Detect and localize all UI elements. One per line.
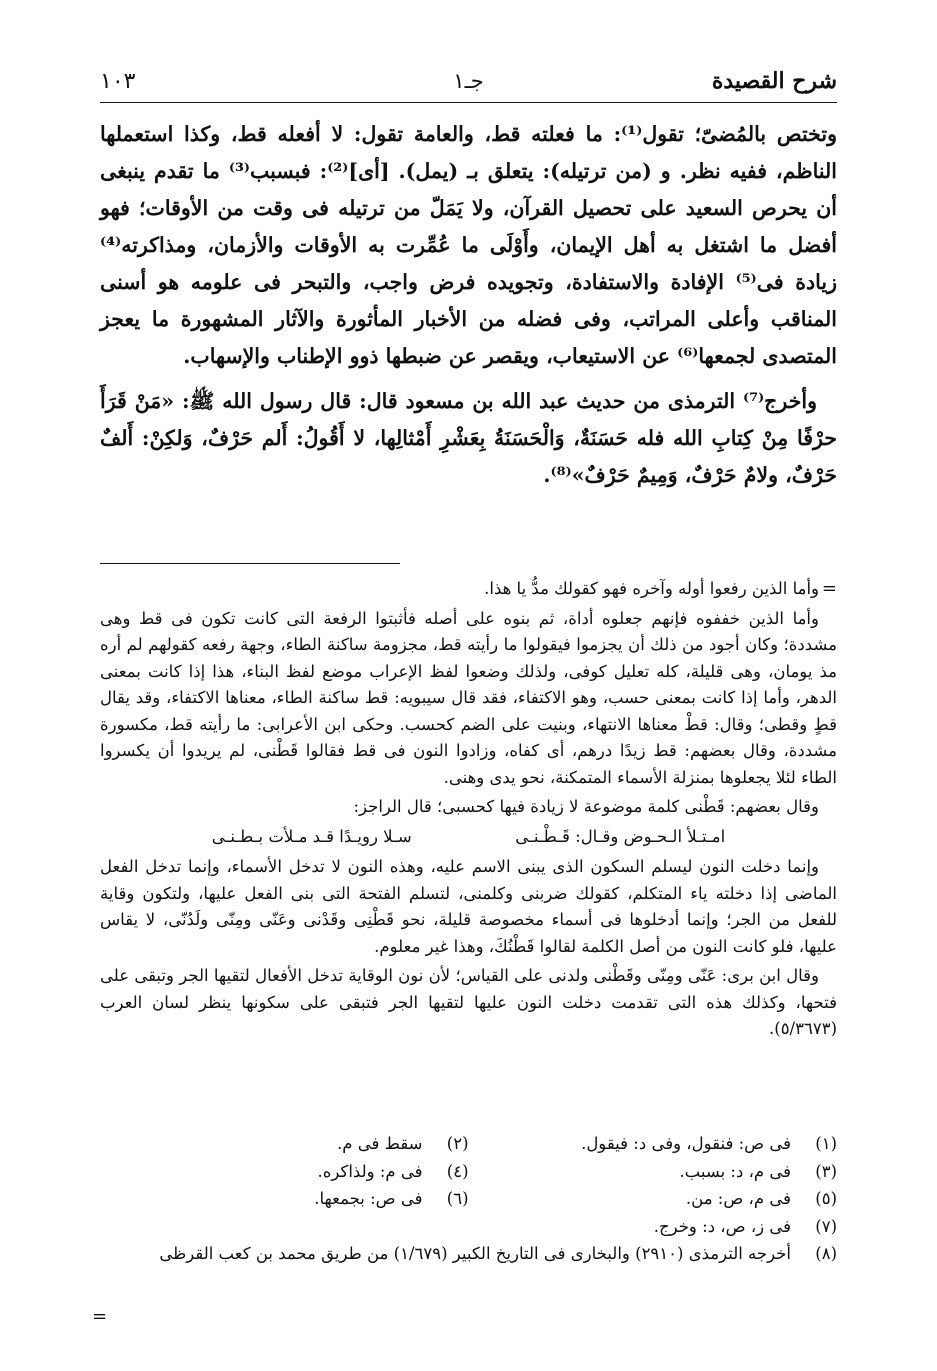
note-paragraph: وقال بعضهم: قَطْنى كلمة موضوعة لا زيادة فيها كحسبى؛ قال الراجز:: [353, 797, 819, 816]
footnote-number: (٢): [446, 1134, 469, 1153]
footnote-number: (١): [815, 1134, 837, 1153]
poem-verse: [100, 824, 837, 851]
page-header: [100, 62, 837, 100]
footnote-row: [100, 1185, 837, 1213]
note-paragraph: وإنما دخلت النون ليسلم السكون الذى يبنى الاسم عليه، وهذه النون لا تدخل الأسماء، وإنما تدخل الفعل الماضى إذا دخلته ياء المتكلم، كقولك ضربنى وكلمنى، لتسلم الفتحة التى بنى الفعل عليها، ولتكون وقاية للفعل من الجر؛ وإنما أدخلوها فى أسماء مخصوصة قليلة، نحو قَطْنِى وقَدْنى وعَنّى ومِنّى ولَدُنّى، لا يقاس عليها، فلو كانت النون من أصل الكلمة لقالوا قَطْنُكَ، وهذا غير معلوم.: [100, 857, 837, 956]
footnote-number: (٣): [815, 1161, 837, 1181]
footnote-text: فى ص: فنقول، وفى د: فيقول.: [581, 1134, 791, 1153]
footnote-item: [100, 1240, 837, 1268]
verse-hemistich-right: امـتـلأ الـحـوض وقـال: قَـطْـنـى: [515, 826, 726, 846]
footnote-number: (٦): [446, 1189, 469, 1208]
footnote-text: فى م: ولذاكره.: [317, 1161, 423, 1181]
main-paragraph: وتختص بالمُضىّ؛ تقول⁽¹⁾: ما فعلته قط، والعامة تقول: لا أفعله قط، وكذا استعملها الناظم، ففيه نظر. و (من ترتيله): يتعلق بـ (يمل). [أى]⁽²⁾: فبسبب⁽³⁾ ما تقدم ينبغى أن يحرص السعيد على تحصيل القرآن، ولا يَمَلّ من ترتيله فى وقت من الأوقات؛ فهو أفضل ما اشتغل به أهل الإيمان، وأَوْلَى ما عُمِّرت به الأوقات والأزمان، ومذاكرته⁽⁴⁾ زيادة فى⁽⁵⁾ الإفادة والاستفادة، وتجويده فرض واجب، والتبحر فى علومه هو أسنى المناقب وأعلى المراتب، وفى فضله من الأخبار المأثورة والآثار المشهورة ما يعجز المتصدى لجمعها⁽⁶⁾ عن الاستيعاب، ويقصر عن ضبطها ذوو الإطناب والإسهاب.: [100, 122, 837, 368]
running-title: شرح القصيدة: [711, 68, 837, 94]
main-text: [100, 116, 837, 502]
volume-label: جـ١: [453, 69, 484, 93]
note-paragraph: وأما الذين رفعوا أوله وآخره فهو كقولك مدُّ يا هذا.: [484, 579, 819, 598]
footnote-row: [100, 1158, 837, 1186]
footnote-item: [469, 1158, 838, 1186]
verse-hemistich-left: سـلا رويـدًا قـد مـلأت بـطـنـى: [211, 826, 412, 846]
header-rule: [100, 102, 837, 103]
footnote-item: [100, 1213, 837, 1241]
footnote-text: فى ص: بجمعها.: [314, 1189, 423, 1208]
continuation-mark: =: [821, 578, 837, 599]
footnote-number: (٨): [815, 1244, 837, 1263]
footnote-list: [100, 1130, 837, 1268]
page-number: ١٠٣: [100, 68, 136, 94]
continuation-mark-bottom: =: [92, 1306, 108, 1327]
footnote-item: [469, 1130, 838, 1158]
footnote-text: فى ز، ص، د: وخرج.: [653, 1216, 791, 1236]
continued-notes: [100, 576, 837, 1046]
footnote-number: (٧): [815, 1216, 837, 1236]
footnote-text: سقط فى م.: [337, 1134, 423, 1153]
footnote-item: [469, 1185, 838, 1213]
footnote-row: [100, 1240, 837, 1268]
footnote-number: (٥): [815, 1189, 837, 1208]
footnote-item: [100, 1185, 469, 1213]
footnote-text: فى م، د: بسبب.: [679, 1161, 791, 1181]
footnote-item: [100, 1158, 469, 1186]
note-paragraph: وقال ابن برى: عَنّى ومِنّى وقَطْنى ولدنى على القياس؛ لأن نون الوقاية تدخل الأفعال لتقيها الجر وتبقى على فتحها، وكذلك هذه التى تقدمت دخلت النون عليها لتقيها الجر فتبقى على سكونها ينظر لسان العرب (٥/٣٦٧٣).: [100, 966, 837, 1038]
footnote-text: فى م، ص: من.: [685, 1189, 791, 1208]
footnote-separator: [100, 563, 400, 564]
footnote-row: [100, 1130, 837, 1158]
footnote-number: (٤): [446, 1161, 469, 1181]
main-paragraph: وأخرج⁽⁷⁾ الترمذى من حديث عبد الله بن مسعود قال: قال رسول الله ﷺ: «مَنْ قَرَأَ حرْفًا مِنْ كِتابِ الله فله حَسَنَةٌ، وَالْحَسَنَةُ بِعَشْرِ أَمْثالِها، لا أَقُولُ: أَلم حَرْفٌ، وَلكِنْ: أَلفٌ حَرْفٌ، ولامٌ حَرْفٌ، وَمِيمٌ حَرْفٌ»⁽⁸⁾.: [100, 389, 837, 487]
footnote-item: [100, 1130, 469, 1158]
footnote-text: أخرجه الترمذى (٢٩١٠) والبخارى فى التاريخ الكبير (١/٦٧٩) من طريق محمد بن كعب القرظى: [159, 1244, 791, 1263]
footnote-row: [100, 1213, 837, 1241]
note-paragraph: وأما الذين خففوه فإنهم جعلوه أداة، ثم بنوه على أصله فأثبتوا الرفعة التى كانت تكون فى قط وهى مشددة؛ وكان أجود من ذلك أن يجزموا فيقولوا ما رأيته قط، مجزومة ساكنة الطاء، وجهة رفعه كقولهم لم أره مذ يومان، وهى قليلة، كله تعليل كوفى، ولذلك وضعوا لفظ الإعراب موضع لفظ البناء، هذا إذا كانت بمعنى الدهر، وأما إذا كانت بمعنى حسب، وهو الاكتفاء، فقد قال سيبويه: قط ساكنة الطاء، معناها الاكتفاء، وقد يقال قطٍ وقطى؛ وقال: قطْ معناها الانتهاء، وبنيت على الضم كحسب. وحكى ابن الأعرابى: ما رأيته قط، مكسورة مشددة، وقال بعضهم: قط زيدًا درهم، أى كفاه، وزادوا النون فى قط فقالوا قَطْنى، لم يريدوا أن يكسروا الطاء لئلا يجعلوها بمنزلة الأسماء المتمكنة، نحو يدى وهنى.: [100, 608, 837, 787]
